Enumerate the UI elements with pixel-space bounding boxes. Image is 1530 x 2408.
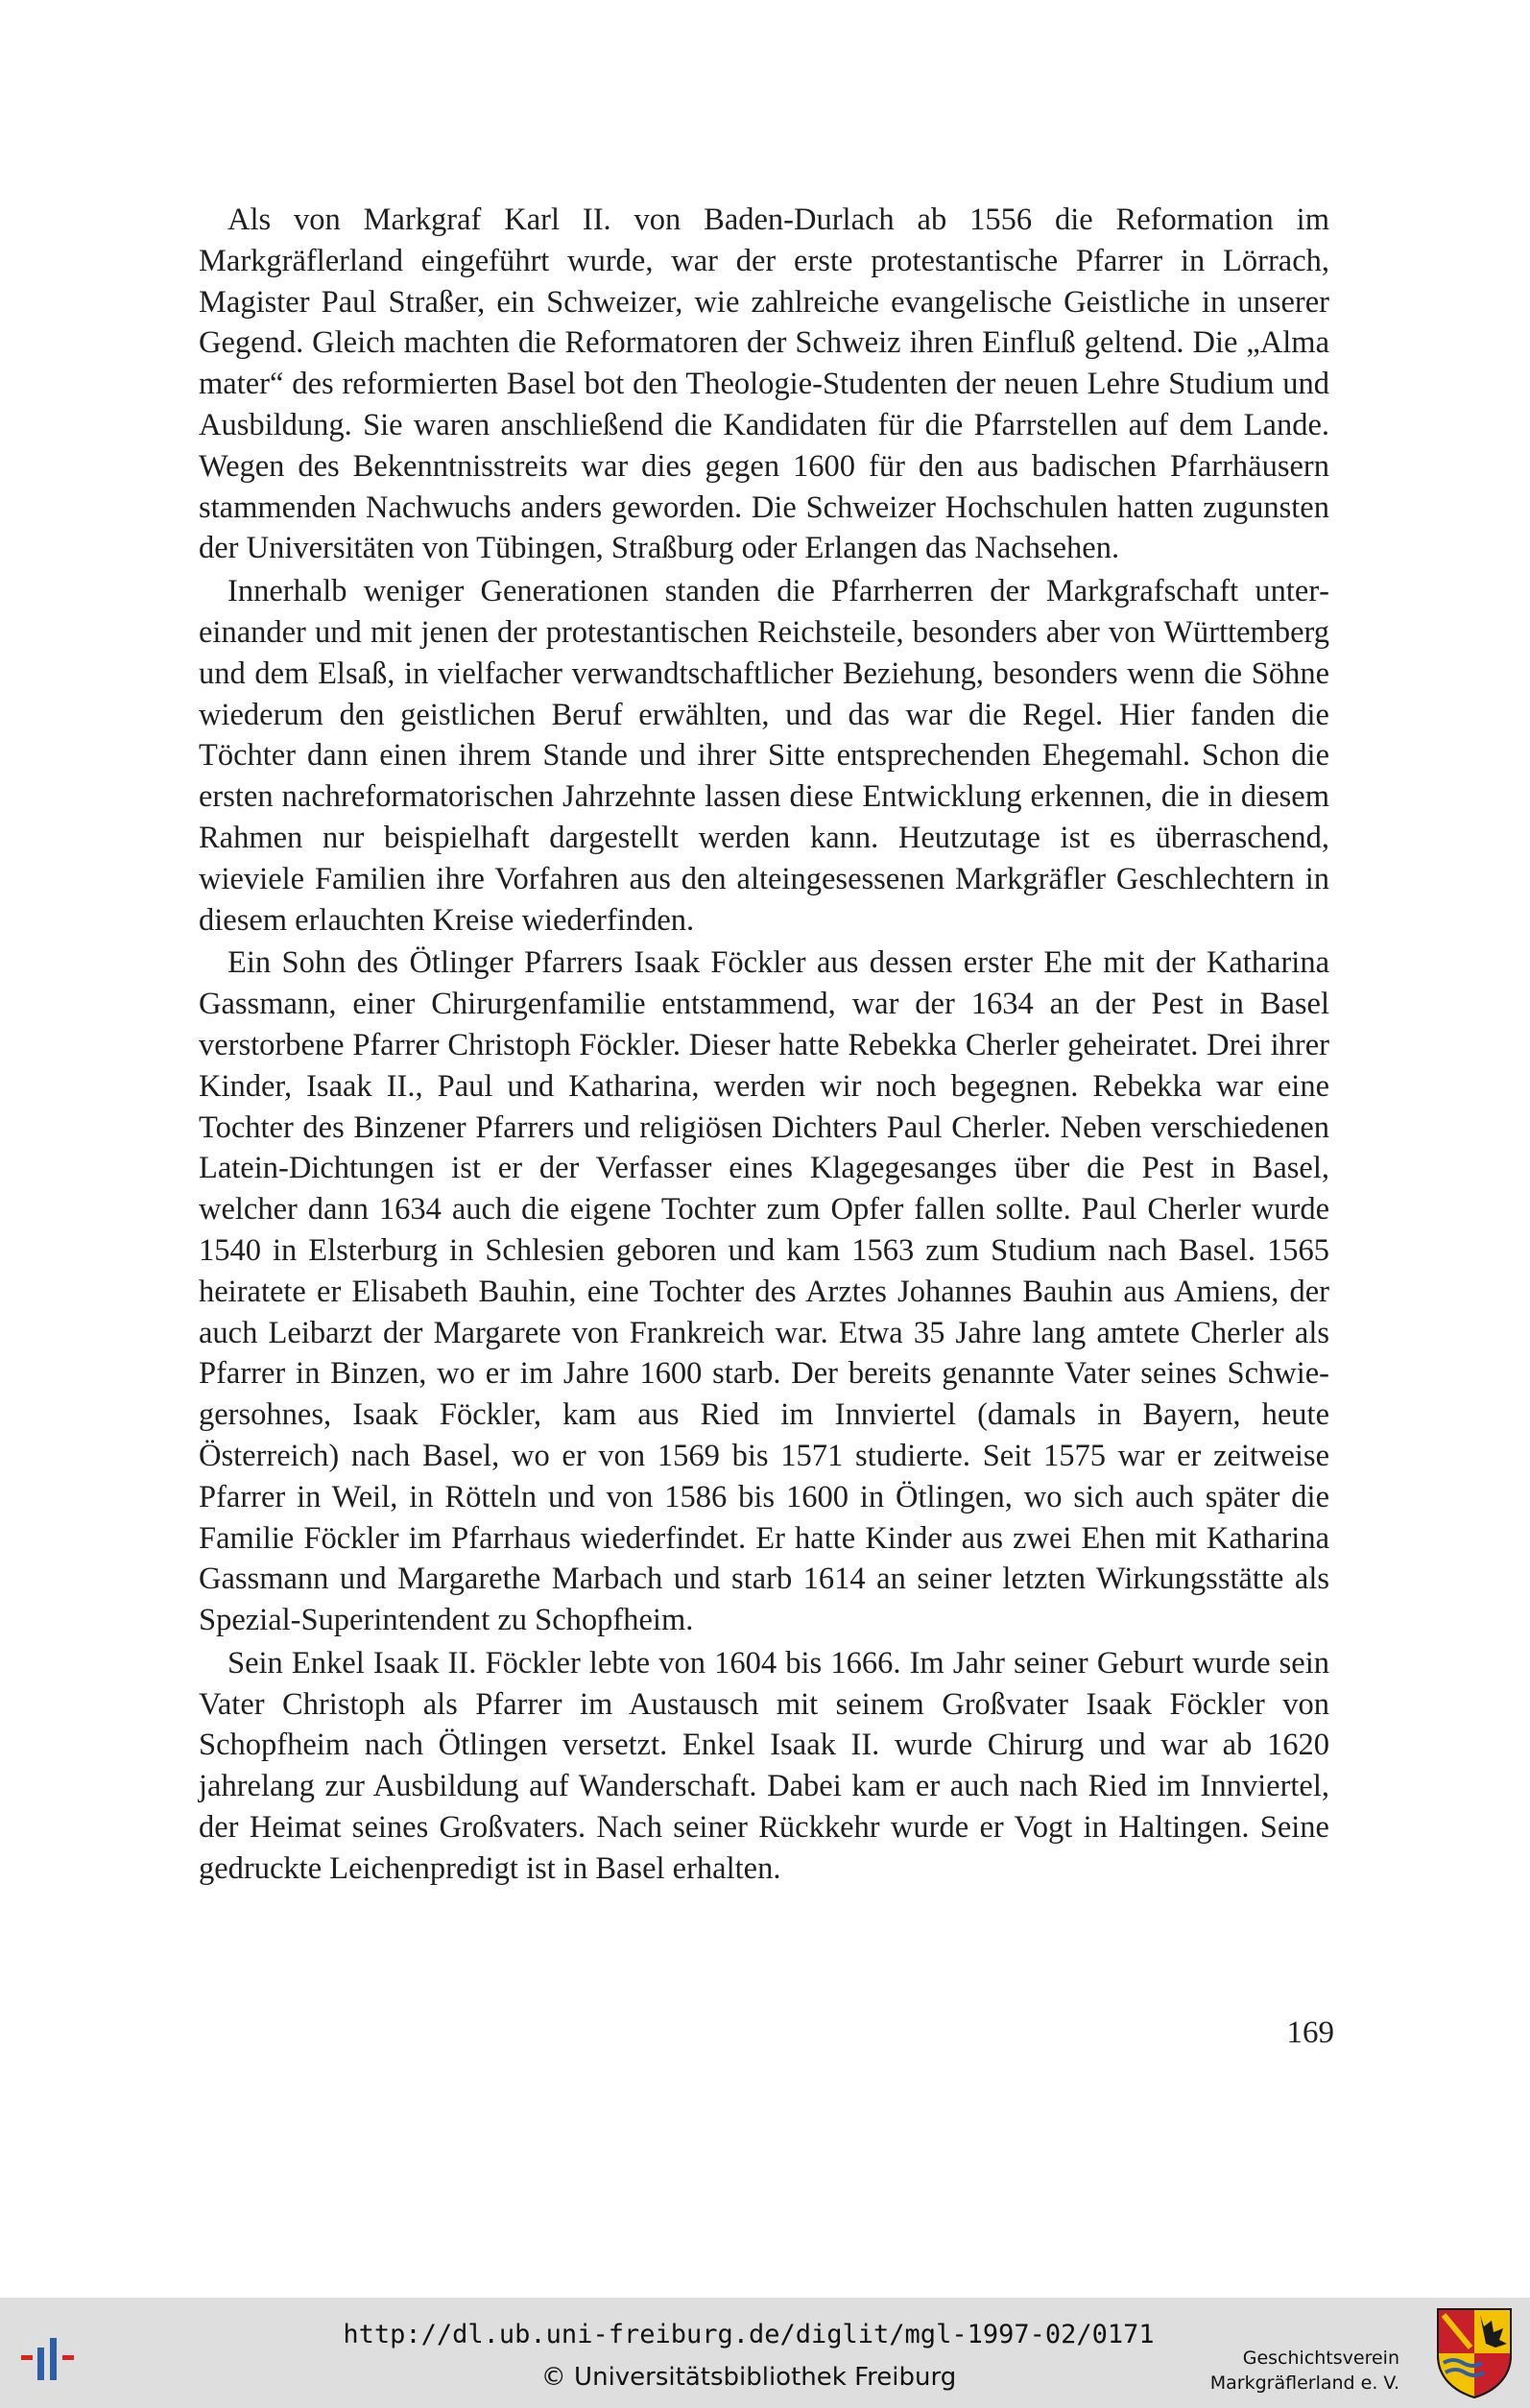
ub-freiburg-logo-icon[interactable]: [21, 2326, 98, 2388]
footer-url-link[interactable]: http://dl.ub.uni-freiburg.de/diglit/mgl-1997-02/0171: [343, 2320, 1155, 2349]
society-line-2: Markgräflerland e. V.: [1209, 2372, 1399, 2394]
society-line-1: Geschichtsverein: [1242, 2348, 1399, 2369]
paragraph-4: Sein Enkel Isaak II. Föckler lebte von 1604 bis 1666. Im Jahr seiner Geburt wurde sein Vater Christoph als Pfarrer im Austausch mit seinem Großvater Isaak Föckler von Schopfheim nach Ötlingen versetzt. Enkel Isaak II. wurde Chirurg und war ab 1620 jahrelang zur Ausbildung auf Wanderschaft. Dabei kam er auch nach Ried im Innviertel, der Heimat seines Großvaters. Nach seiner Rückkehr wurde er Vogt in Haltingen. Seine gedruckte Leichenpredigt ist in Basel erhalten.: [199, 1645, 1329, 1886]
paragraph-3: Ein Sohn des Ötlinger Pfarrers Isaak Föckler aus dessen erster Ehe mit der Katharina Gassmann, einer Chirurgenfamilie entstammend, war der 1634 an der Pest in Basel verstorbene Pfarrer Christoph Föckler. Dieser hatte Rebekka Cherler geheiratet. Drei ihrer Kinder, Isaak II., Paul und Katharina, werden wir noch begegnen. Rebekka war eine Tochter des Binzener Pfarrers und religiösen Dichters Paul Cherler. Neben verschiedenen Latein-Dichtungen ist er der Verfasser eines Klagegesanges über die Pest in Basel, welcher dann 1634 auch die eigene Tochter zum Opfer fallen sollte. Paul Cherler wurde 1540 in Elsterburg in Schlesien geboren und kam 1563 zum Studium nach Basel. 1565 heiratete er Elisabeth Bauhin, eine Tochter des Arztes Johannes Bauhin aus Amiens, der auch Leibarzt der Margarete von Frankreich war. Etwa 35 Jahre lang amtete Cherler als Pfarrer in Binzen, wo er im Jahre 1600 starb. Der bereits genannte Vater seines Schwiegersohnes, Isaak Föckler, kam aus Ried im Innviertel (damals in Bayern, heute Österreich) nach Basel, wo er von 1569 bis 1571 studierte. Seit 1575 war er zeitweise Pfarrer in Weil, in Rötteln und von 1586 bis 1600 in Ötlingen, wo sich auch später die Familie Föckler im Pfarrhaus wiederfindet. Er hatte Kinder aus zwei Ehen mit Katharina Gassmann und Margarethe Marbach und starb 1614 an seiner letzten Wirkungsstätte als Spezial-Superintendent zu Schopfheim.: [199, 945, 1329, 1638]
page-body: [199, 200, 1329, 1890]
page-number: 169: [1286, 2015, 1334, 2050]
paragraph-1: Als von Markgraf Karl II. von Baden-Durlach ab 1556 die Reformation im Markgräflerland eingeführt wurde, war der erste protestantische Pfarrer in Lörrach, Magister Paul Straßer, ein Schweizer, wie zahlreiche evangelische Geistliche in unserer Gegend. Gleich machten die Reformatoren der Schweiz ihren Einfluß geltend. Die „Alma mater“ des reformierten Basel bot den Theologie-Studenten der neuen Lehre Studium und Ausbildung. Sie waren anschließend die Kandidaten für die Pfarrstellen auf dem Lande. Wegen des Bekenntnisstreits war dies gegen 1600 für den aus badischen Pfarrhäusern stammenden Nachwuchs anders geworden. Die Schweizer Hochschulen hatten zugunsten der Universitäten von Tübingen, Straßburg oder Erlangen das Nachsehen.: [199, 203, 1329, 566]
footer-copyright: © Universitätsbibliothek Freiburg: [540, 2363, 957, 2392]
paragraph-2: Innerhalb weniger Generationen standen die Pfarrherren der Markgrafschaft untereinander und mit jenen der protestantischen Reichsteile, besonders aber von Württemberg und dem Elsaß, in vielfacher verwandtschaftlicher Beziehung, besonders wenn die Söhne wiederum den geistlichen Beruf erwählten, und das war die Regel. Hier fanden die Töchter dann einen ihrem Stande und ihrer Sitte entsprechenden Ehegemahl. Schon die ersten nachreformatorischen Jahrzehnte lassen diese Entwicklung erkennen, die in diesem Rahmen nur beispielhaft dargestellt werden kann. Heutzutage ist es überraschend, wieviele Familien ihre Vorfahren aus den alteingesessenen Markgräfler Geschlechtern in diesem erlauchten Kreise wiederfinden.: [199, 574, 1329, 938]
footer-society-name: [1207, 2346, 1399, 2396]
footer-bar: [0, 2298, 1530, 2408]
coat-of-arms-icon[interactable]: [1434, 2305, 1515, 2399]
